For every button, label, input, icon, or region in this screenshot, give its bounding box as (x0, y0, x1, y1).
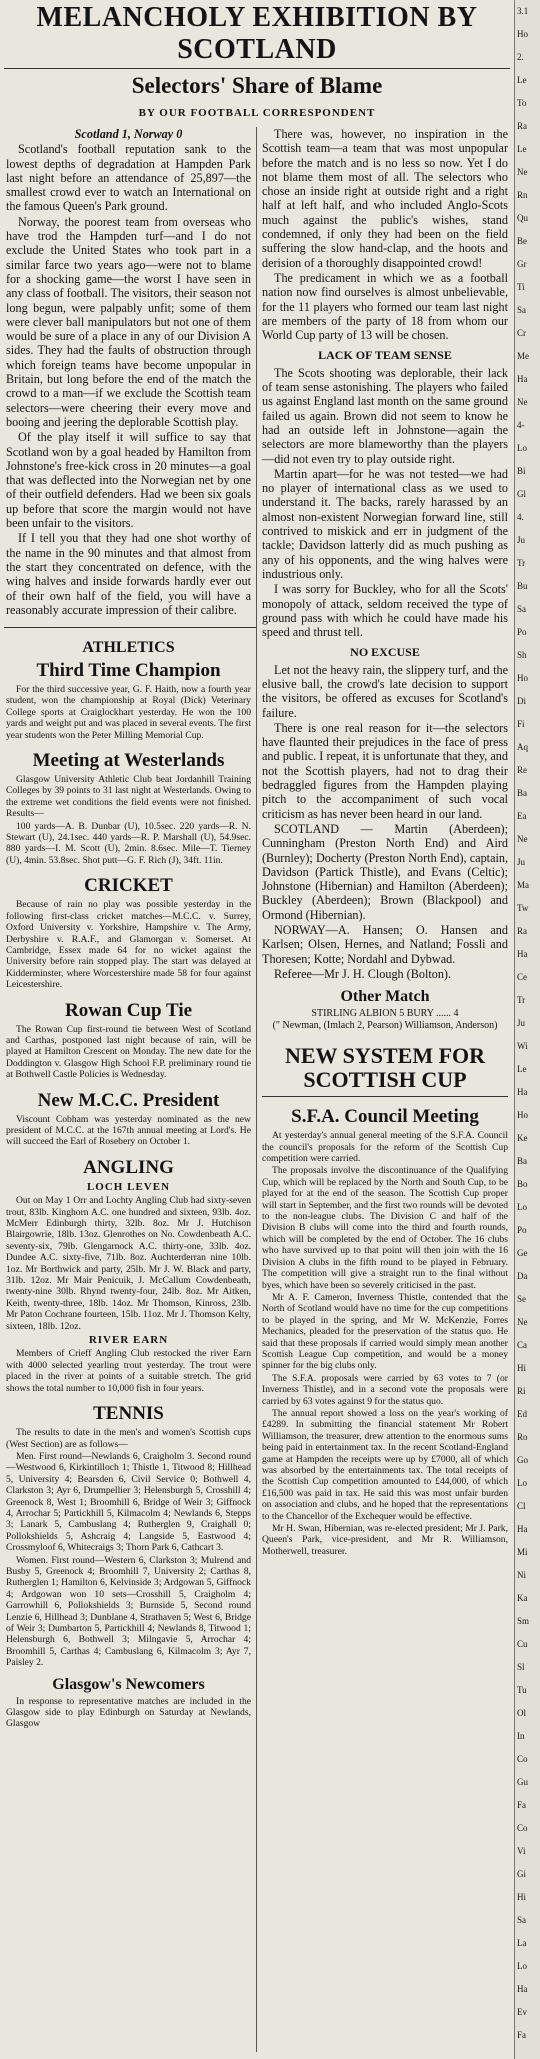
paragraph: Scotland's football reputation sank to the lowest depths of degradation at Hampden Park last night before an attendance of 25,897—the smallest crowd ever to watch an International on the famous Queen's Park ground. (6, 142, 251, 214)
lineup-scotland: SCOTLAND — Martin (Aberdeen); Cunningham (Preston North End) and Aird (Burnley); Docherty (Preston North End), captain, Davidson (Partick Thistle), and Evans (Celtic); Johnstone (Hibernian) and Hamilton (Aberdeen); Buckley (Aberdeen); Brown (Blackpool) and Ormond (Hibernian). (262, 821, 508, 922)
athletics-title: Third Time Champion (36, 660, 221, 681)
paragraph: Mr H. Swan, Hibernian, was re-elected president; Mr J. Park, Queen's Park, vice-president, and Mr R. Williamson, Motherwell, treasurer. (262, 1523, 508, 1557)
edge-fragment: Ho (517, 29, 528, 39)
edge-fragment: Ti (517, 282, 525, 292)
paragraph: The predicament in which we as a football nation now find ourselves is almost unbelievable, for the 11 players who formed our team last night are members of the party of 18 from whom our World Cup party of 13 will be chosen. (262, 270, 508, 343)
edge-fragment: In (517, 1731, 525, 1741)
edge-fragment: Da (517, 1271, 528, 1281)
paragraph: At yesterday's annual general meeting of the S.F.A. Council the council's proposals for the reform of the Scottish Cup competition were carried. (262, 1130, 508, 1165)
paragraph: The Scots shooting was deplorable, their lack of team sense astonishing. The players who failed us against England last month on the same ground failed us again. Brown did not seem to know he had an outside left in Johnstone—again the selectors are more blameworthy than the players—did not even try to play outside right. (262, 365, 508, 466)
paragraph: The Rowan Cup first-round tie between West of Scotland and Carthas, postponed last night because of rain, will be played at Hamilton Crescent on Monday. The new date for the Doddington v. Glasgow High School F.P. preliminary round tie at Bothwell Castle Policies is Wednesday. (6, 1023, 251, 1081)
edge-fragment: Ed (517, 1409, 527, 1419)
edge-fragment: Se (517, 1294, 526, 1304)
edge-fragment: 4. (517, 512, 524, 522)
football-column-left (6, 127, 251, 622)
edge-fragment: Ol (517, 1708, 526, 1718)
paragraph: Men. First round—Newlands 6, Craigholm 3. Second round—Westwood 6, Kirkintilloch 1; Thistle 1, Titwood 8; Hillhead 5, University 4; Bearsden 6, Civil Service 0; Bothwell 4, Clarkston 3; Ayr 6, Drumpellier 3; Helensburgh 5, Crosshill 4; Greenock 8, West 1; Broomhill 6, Bridge of Weir 3; Giffnock 4, Arrochar 5; Partickhill 5, Kilmacolm 4; Newlands 6, Stepps 3; Lanark 5, Cambuslang 4; Rutherglen 9, Craighall 0; Pollokshields 5, Ashcraig 4; Langside 5, Eastwood 4; Crossmyloof 6, Whitecraigs 3; Thorn Park 6, Cathcart 3. (6, 1450, 251, 1554)
paragraph: There is one real reason for it—the selectors have flaunted their prejudices in the face of press and public. I repeat, it is unfortunate that they, and not the Scottish players, had not to drag their bedraggled figures from the Hampden playing pitch to the accompaniment of such vocal criticism as has never been heard in our land. (262, 720, 508, 821)
edge-fragment: Hi (517, 1363, 526, 1373)
cricket-heading: CRICKET (84, 875, 173, 897)
other-match-heading: Other Match (340, 988, 430, 1006)
edge-fragment: To (517, 98, 527, 108)
paragraph: Martin apart—for he was not tested—we had no player of international class as we used to understand it. The backs, rarely harassed by an almost non-existent Norwegian forward line, still contrived to miskick and err in judgment of the tackle; Davidson latterly did as much pushing as any of his opponents, and the wing halves were industrious only. (262, 466, 508, 581)
edge-fragment: Ge (517, 1248, 528, 1258)
edge-fragment: Ha (517, 1984, 528, 1994)
edge-fragment: Lo (517, 1202, 527, 1212)
edge-fragment: Lo (517, 1478, 527, 1488)
edge-fragment: Ha (517, 1524, 528, 1534)
edge-fragment: Ba (517, 1156, 527, 1166)
edge-fragment: Aq (517, 742, 528, 752)
edge-fragment: Ra (517, 926, 527, 936)
edge-fragment: Fa (517, 2030, 526, 2040)
paragraph: Glasgow University Athletic Club beat Jordanhill Training Colleges by 39 points to 31 last night at Westerlands. Owing to the extreme wet conditions the field events were not finished. Results— (6, 774, 251, 820)
edge-fragment: Lo (517, 1961, 527, 1971)
edge-fragment: Ne (517, 834, 528, 844)
edge-fragment: Ne (517, 1317, 528, 1327)
edge-fragment: Ha (517, 949, 528, 959)
edge-fragment: Bo (517, 1179, 528, 1189)
other-match-scorers: (" Newman, (Imlach 2, Pearson) Williamson, Anderson) (272, 1020, 498, 1032)
paragraph: The proposals involve the discontinuance of the Qualifying Cup, which will be replaced by the North and South Cup, to be played for at the end of the season. The Scottish Cup proper will start in September, and the first two rounds will be devoted to the non-league clubs. The Division C and half of the Division B clubs will come into the third and fourth rounds, which will be completed by the end of October. The 16 clubs who have survived up to that point will then join with the 16 Division A clubs in the fifth round to be played in February. The competition will give a straight run to the final without byes, which have been so severely criticised in the past. (262, 1165, 508, 1291)
edge-fragment: Gr (517, 259, 527, 269)
match-score: Scotland 1, Norway 0 (74, 127, 183, 141)
edge-fragment: Cr (517, 328, 526, 338)
paragraph: The results to date in the men's and women's Scottish cups (West Section) are as follows— (6, 1427, 251, 1450)
edge-fragment: Ev (517, 2007, 527, 2017)
edge-fragment: Vi (517, 1846, 526, 1856)
edge-fragment: Cu (517, 1639, 528, 1649)
edge-fragment: Sa (517, 1915, 526, 1925)
westerlands-title: Meeting at Westerlands (32, 750, 225, 772)
edge-fragment: Di (517, 696, 526, 706)
edge-fragment: 3.1 (517, 6, 529, 16)
edge-fragment: Ca (517, 1340, 527, 1350)
edge-fragment: Me (517, 351, 529, 361)
rule (262, 1096, 508, 1097)
athletics-heading: ATHLETICS (82, 639, 175, 656)
edge-fragment: Ke (517, 1133, 528, 1143)
edge-fragment: 2. (517, 52, 524, 62)
edge-fragment: Ri (517, 1386, 526, 1396)
edge-fragment: Co (517, 1823, 528, 1833)
lineup-norway: NORWAY—A. Hansen; O. Hansen and Karlsen; Olsen, Hernes, and Natland; Fossli and Thoresen; Kotte; Nordahl and Dybwad. (262, 923, 508, 966)
paragraph: There was, however, no inspiration in the Scottish team—a team that was most unpopular before the match and is no less so now. Yet I do not blame them most of all. The selectors who chose an inside right at outside right and a right half at left half, and who included Anglo-Scots much against the public's wishes, stand condemned, if only they had been on the field suffering the slow hand-clap, and the hoots and derision of a thoroughly disappointed crowd! (262, 127, 508, 270)
edge-fragment: Tw (517, 903, 529, 913)
other-match-score: STIRLING ALBION 5 BURY ...... 4 (311, 1008, 459, 1020)
edge-fragment: Be (517, 236, 527, 246)
subhead: Selectors' Share of Blame (131, 73, 383, 98)
edge-fragment: Ka (517, 1593, 528, 1603)
paragraph: The annual report showed a loss on the year's working of £4289. In submitting the financial statement Mr Robert Williamson, the treasurer, drew attention to the enormous sums being paid in entertainment tax. In the recent Scotland-England game at Hampden the receipts were up by £7000, all of which was absorbed by the entertainments tax. The total receipts of the Scottish Cup competition amounted to £44,000, of which £16,500 was paid in tax. He said this was most unfair burden on association and clubs, and he hoped that the representations to the Chancellor of the Exchequer would be effective. (262, 1407, 508, 1522)
edge-fragment: Hi (517, 1892, 526, 1902)
paragraph: 100 yards—A. B. Dunbar (U), 10.5sec. 220 yards—R. N. Stewart (U), 24.1sec. 440 yards—R. P. Marshall (U), 54.9sec. 880 yards—I. M. Scott (U), 2min. 8.6sec. Mile—T. Tierney (U), 4min. 53.8sec. Shot putt—G. F. Rich (J), 34ft. 11in. (6, 820, 251, 866)
edge-fragment: Sm (517, 1616, 530, 1626)
edge-fragment: Wi (517, 1041, 528, 1051)
tennis-heading: TENNIS (93, 1403, 164, 1425)
edge-fragment: Ra (517, 121, 527, 131)
edge-fragment: Tr (517, 995, 526, 1005)
loch-leven-subheading: LOCH LEVEN (86, 1180, 171, 1193)
edge-fragment: Ha (517, 1087, 528, 1097)
edge-fragment: Le (517, 1064, 527, 1074)
referee: Referee—Mr J. H. Clough (Bolton). (274, 966, 452, 981)
edge-fragment: Tr (517, 558, 526, 568)
paragraph: Because of rain no play was possible yesterday in the following first-class cricket matches—M.C.C. v. Surrey, Oxford University v. Yorkshire, Hampshire v. The Army, Derbyshire v. R.A.F., and Glamorgan v. Somerset. At Cambridge, Essex made 64 for no wicket against the University before rain stopped play. The start was delayed at Kidderminster, where Worcestershire made 58 for four against Leicestershire. (6, 899, 251, 991)
angling-heading: ANGLING (83, 1156, 174, 1178)
edge-fragment: Ma (517, 880, 529, 890)
river-earn-subheading: RIVER EARN (88, 1334, 169, 1347)
edge-fragment: Ho (517, 673, 528, 683)
edge-fragment: Mi (517, 1547, 528, 1557)
edge-fragment: Bi (517, 466, 526, 476)
edge-fragment: Ne (517, 167, 528, 177)
edge-fragment: Ne (517, 397, 528, 407)
edge-fragment: Ju (517, 535, 526, 545)
edge-fragment: Tu (517, 1685, 527, 1695)
byline: BY OUR FOOTBALL CORRESPONDENT (138, 107, 376, 119)
edge-fragment: Go (517, 1455, 528, 1465)
paragraph: Mr A. F. Cameron, Inverness Thistle, contended that the North of Scotland would have no time for the cup competitions to be played in the spring, and Mr W. McKenzie, Forres Mechanics, pleaded for the preservation of the status quo. He said that these proposals if carried would simply mean another Scottish League Cup competition, and would be a money spinner for the big clubs only. (262, 1291, 508, 1372)
rowan-cup-title: Rowan Cup Tie (64, 999, 193, 1021)
scottish-cup-title: NEW SYSTEM FOR SCOTTISH CUP (284, 1043, 486, 1093)
edge-fragment: Ho (517, 1110, 528, 1120)
edge-fragment: 4- (517, 420, 525, 430)
edge-fragment: Ha (517, 374, 528, 384)
football-column-right (262, 127, 508, 1557)
scottish-cup-body (262, 1130, 508, 1557)
paragraph: Norway, the poorest team from overseas who have trod the Hampden turf—and I do not exclude the United States who took part in a similar farce two years ago—were not to blame for a shocking game—the worst I have seen in any class of football. The visitors, their season not long begun, were palpably unfit; some of them were clever ball manipulators but not one of them would be sure of a place in any of our Division A sides. They had the faults of obstruction through which foreign teams have become unpopular in Britain, but long before the end of the match the crowd to a man—if we exclude the Scottish team selectors—were cheering their every move and booing and jeering the deplorable Scottish play. (6, 214, 251, 429)
edge-fragment: La (517, 1938, 527, 1948)
paragraph: If I tell you that they had one shot worthy of the name in the 90 minutes and that almost from the start they concentrated on defence, with the wing halves and inside forwards hardly ever out of their own half of the field, you will have a reasonably accurate impression of their calibre. (6, 531, 251, 617)
edge-fragment: Ni (517, 1570, 526, 1580)
section-rule (4, 627, 256, 628)
team-sense-heading: LACK OF TEAM SENSE (318, 348, 452, 363)
edge-fragment: Co (517, 1754, 528, 1764)
edge-fragment: Gi (517, 1869, 526, 1879)
edge-fragment: Sh (517, 650, 527, 660)
edge-fragment: Sa (517, 604, 526, 614)
no-excuse-heading: NO EXCUSE (350, 645, 420, 660)
edge-fragment: Rn (517, 190, 528, 200)
edge-fragment: Fi (517, 719, 525, 729)
edge-fragment: Sl (517, 1662, 525, 1672)
edge-fragment: Sa (517, 305, 526, 315)
edge-fragment: Lo (517, 443, 527, 453)
edge-fragment: Bu (517, 581, 528, 591)
paragraph: The S.F.A. proposals were carried by 63 votes to 7 (or Inverness Thistle), and in a second vote the proposals were carried by 63 votes against 9 for the status quo. (262, 1372, 508, 1407)
rule (4, 68, 510, 69)
edge-fragment: Ea (517, 811, 527, 821)
paragraph: Women. First round—Western 6, Clarkston 3; Mulrend and Busby 5, Greenock 4; Broomhill 7, University 2; Carthas 8, Rutherglen 1; Hamilton 6, Kelvinside 3; Ardgowan 5, Giffnock 4; Ardgowan won 10 sets—Crosshill 5, Craigholm 4; Garrowhill 6, Pollokshields 3; Burnside 5, Second round Lenzie 6, Hillhead 3; Dunblane 4, Strathaven 5; West 6, Bridge of Weir 3; Dumbarton 5, Partickhill 4; Newlands 8, Titwood 1; Helensburgh 6, Bothwell 3; Milngavie 5, Arrochar 4; Broomhill 5, Carthas 4; Cambuslang 6, Kilmacolm 3; Ayr 7, Paisley 2. (6, 1554, 251, 1669)
edge-fragment: Ju (517, 1018, 526, 1028)
paragraph: For the third successive year, G. F. Haith, now a fourth year student, won the championship at Royal (Dick) Veterinary College sports at Craiglockhart yesterday. He won the 100 yards and weight put and was placed in several events. The first year students won the Peter Milling Memorial Cup. (6, 684, 251, 741)
paragraph: Viscount Cobham was yesterday nominated as the new president of M.C.C. at the 167th annual meeting at Lord's. He will succeed the Earl of Rosebery on October 1. (6, 1113, 251, 1148)
paragraph: Let not the heavy rain, the slippery turf, and the elusive ball, the crowd's late decision to support the visitors, be offered as excuses for Scotland's failure. (262, 662, 508, 720)
edge-fragment: Le (517, 75, 527, 85)
edge-fragment: Ce (517, 972, 527, 982)
paragraph: Of the play itself it will suffice to say that Scotland won by a goal headed by Hamilton from Johnstone's free-kick cross in 20 minutes—a goal that was deflected into the Norwegian net by one of their outfield defenders. Had we been six goals up before that score the margin would not have been unfair to the visitors. (6, 430, 251, 531)
edge-fragment: Fa (517, 1800, 526, 1810)
edge-fragment: Gu (517, 1777, 528, 1787)
sports-briefs-column (6, 632, 251, 2052)
edge-fragment: Gl (517, 489, 526, 499)
edge-fragment: Po (517, 1225, 527, 1235)
council-meeting-title: S.F.A. Council Meeting (291, 1106, 479, 1128)
adjacent-column-fragment (514, 0, 540, 2059)
edge-fragment: Re (517, 765, 527, 775)
paragraph: Members of Crieff Angling Club restocked the river Earn with 4000 selected yearling trout yesterday. The trout were placed in the river at points of a suitable stretch. The grid shows the total number to 10,000 fish in four years. (6, 1348, 251, 1394)
edge-fragment: Ro (517, 1432, 528, 1442)
edge-fragment: Qu (517, 213, 528, 223)
edge-fragment: Cl (517, 1501, 526, 1511)
headline: MELANCHOLY EXHIBITION BY SCOTLAND (36, 2, 478, 65)
paragraph: I was sorry for Buckley, who for all the Scots' monopoly of attack, seldom received the type of ground pass with which he could have made his speed and thrust tell. (262, 582, 508, 640)
paragraph: Out on May 1 Orr and Lochty Angling Club had sixty-seven trout, 83lb. Kinghorn A.C. one hundred and sixteen, 93lb. 4oz. McMerr Edinburgh thirty, 32lb. 8oz. Mr J. Hutchison Blairgowrie, 18lb. 13oz. Glenrothes on No. Cowdenbeath A.C. seventy-six, 79lb. Glengarnock A.C. thirty-one, 33lb. 4oz. Dundee A.C. sixty-five, 71lb. 8oz. Auchterderran nine 10lb. 1oz. Mr Borthwick and party, 25lb. Mr J. W. Black and party, 31lb. 12oz. Mr Mair Penicuik, J. McCallum Cowdenbeath, twenty-nine 30lb. Rhynd twenty-four, 24lb. 8oz. Mr Aitken, Keith, twenty-three, 18lb. 14oz. Mr Thomson, Kinross, 23lb. Mr Paton Cochrane fourteen, 15lb. 11oz. Mr J. Thomson Kelty, sixteen, 18lb. 12oz. (6, 1195, 251, 1332)
paragraph: In response to representative matches are included in the Glasgow side to play Edinburgh on Saturday at Newlands, Glasgow (6, 1695, 251, 1730)
edge-fragment: Le (517, 144, 527, 154)
glasgow-newcomers-title: Glasgow's Newcomers (52, 1675, 205, 1693)
column-divider (256, 127, 257, 2052)
mcc-title: New M.C.C. President (37, 1089, 220, 1111)
edge-fragment: Ba (517, 788, 527, 798)
edge-fragment: Ju (517, 857, 526, 867)
edge-fragment: Po (517, 627, 527, 637)
